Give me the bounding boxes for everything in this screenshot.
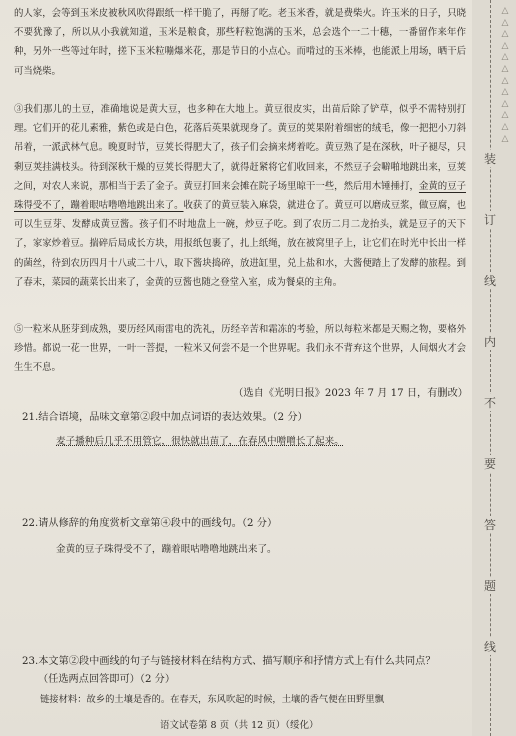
triangle-icon: △ — [501, 17, 509, 28]
triangle-icon: △ — [501, 52, 509, 63]
binding-char: 不 — [479, 394, 501, 411]
triangle-icon: △ — [501, 29, 509, 40]
binding-char: 要 — [479, 455, 501, 472]
passage-source: （选自《光明日报》2023 年 7 月 17 日，有删改） — [233, 388, 468, 399]
q22-quote: 金黄的豆子珠得受不了，蹦着眼咕噜噜地跳出来了。 — [56, 544, 277, 555]
binding-char: 订 — [479, 211, 501, 228]
q21-quote: 麦子播种后几乎不用管它，很快就出苗了，在春风中噌噌长了起来。 — [56, 436, 344, 447]
triangle-icon: △ — [501, 133, 509, 144]
q23-sub-prompt: （任选两点回答即可）（2 分） — [38, 674, 176, 685]
triangle-icon: △ — [501, 121, 509, 132]
passage-paragraph-3 — [14, 100, 466, 292]
binding-char: 题 — [479, 577, 501, 594]
triangle-marks — [497, 6, 513, 145]
binding-char: 内 — [479, 333, 501, 350]
binding-char: 线 — [479, 272, 501, 289]
binding-char: 答 — [479, 516, 501, 533]
triangle-icon: △ — [501, 110, 509, 121]
paragraph-3-part-b: 黄豆熟了是在深秋，叶子褪尽，只剩豆荚挂满枝头。待到深秋干燥的豆荚长得肥大了， — [14, 142, 466, 173]
passage-paragraph-top: 的人家，会等到玉米皮被秋风吹得跟纸一样干脆了，再掰了吃。老玉米香，就是费柴火。许玉米的日子，只晓不要犹豫了，所以从小我就知道，玉米是粮食，那些籽粒饱满的玉米，总会选个一二十穗，一番留作来年作种，另外一些等过年时，搓下玉米粒嘣爆米花，那是节日的小点心。而啃过的玉米棒，也能派上用场，晒干后可当烧柴。 — [14, 8, 466, 77]
triangle-icon: △ — [501, 87, 509, 98]
triangle-icon: △ — [501, 40, 509, 51]
paragraph-3-underlined-sentence: 金黄的豆子珠得受不了，蹦着眼咕噜噜地跳出来了。 — [14, 180, 466, 212]
binding-char: 线 — [479, 638, 501, 655]
binding-notice — [479, 150, 501, 699]
binding-char: 装 — [479, 150, 501, 167]
q23-link-material: 链接材料：故乡的土壤是香的。在春天，东风吹起的时候，土壤的香气便在田野里飘 — [40, 694, 384, 705]
paragraph-3-part-a: ③我们那儿的土豆，准确地说是黄大豆，也多种在大地上。黄豆很皮实，出苗后除了铲草，似乎不需特别打理。它们开的花儿素雅，紫色或是白色，花落后英果就现身了。黄豆的荚果附着细密的绒毛，像一把把小刀斜吊着，一派武林气息。晚夏时节，豆荚长得肥大了，孩子们会摘来烤着吃。 — [14, 104, 466, 154]
triangle-icon: △ — [501, 75, 509, 86]
q23-prompt: 23.本文第②段中画线的句子与链接材料在结构方式、描写顺序和抒情方式上有什么共同点？ — [22, 656, 436, 667]
triangle-icon: △ — [501, 6, 509, 16]
paragraph-3-part-e: 揣碎后局成长方块，用报纸包裹了，扎上纸绳，放在被窝里子上，让它们在时光中长出一样的菌丝，待到农历四月十八或二十八，取下酱块捣碎，放进缸里，兑上盐和水，大酱便踏上了发酵的旅程。到了春末，菜园的蔬菜长出来了，金黄的豆酱也随之登堂入室，成为餐桌的主角。 — [14, 238, 466, 288]
paragraph-3-part-c: 就得赶紧将它们收回来，不然豆子会噼啪地跳出来，豆荚之间，对农人来说，那相当于丢了金子。黄豆打回来会摊在院子场里晾干一些，然后用木锤捶打， — [14, 161, 466, 192]
passage-paragraph-5: ⑤一粒米从胚芽到成熟，要历经风雨雷电的洗礼，历经辛苦和霜冻的考验，所以每粒米都是天赐之物，要格外珍惜。都说一花一世界，一叶一菩提，一粒米又何尝不是一个世界呢。我们永不背弃这个世界，人间烟火才会生生不息。 — [14, 324, 466, 374]
paragraph-3-part-d: 收获了的黄豆装入麻袋，就进仓了。黄豆可以磨成豆浆，做豆腐，也可以生豆芽、发酵成黄豆酱。孩子们不时地盘上一碗，炒豆子吃。到了农历二月二龙抬头，就是豆子的天下了，家家炒着豆。 — [14, 200, 466, 250]
q21-prompt: 21.结合语境，品味文章第②段中加点词语的表达效果。（2 分） — [22, 412, 308, 423]
triangle-icon: △ — [501, 98, 509, 109]
page-footer: 语文试卷第 8 页（共 12 页）（绥化） — [160, 720, 319, 731]
triangle-icon: △ — [501, 63, 509, 74]
q22-prompt: 22.请从修辞的角度赏析文章第④段中的画线句。（2 分） — [22, 518, 278, 529]
